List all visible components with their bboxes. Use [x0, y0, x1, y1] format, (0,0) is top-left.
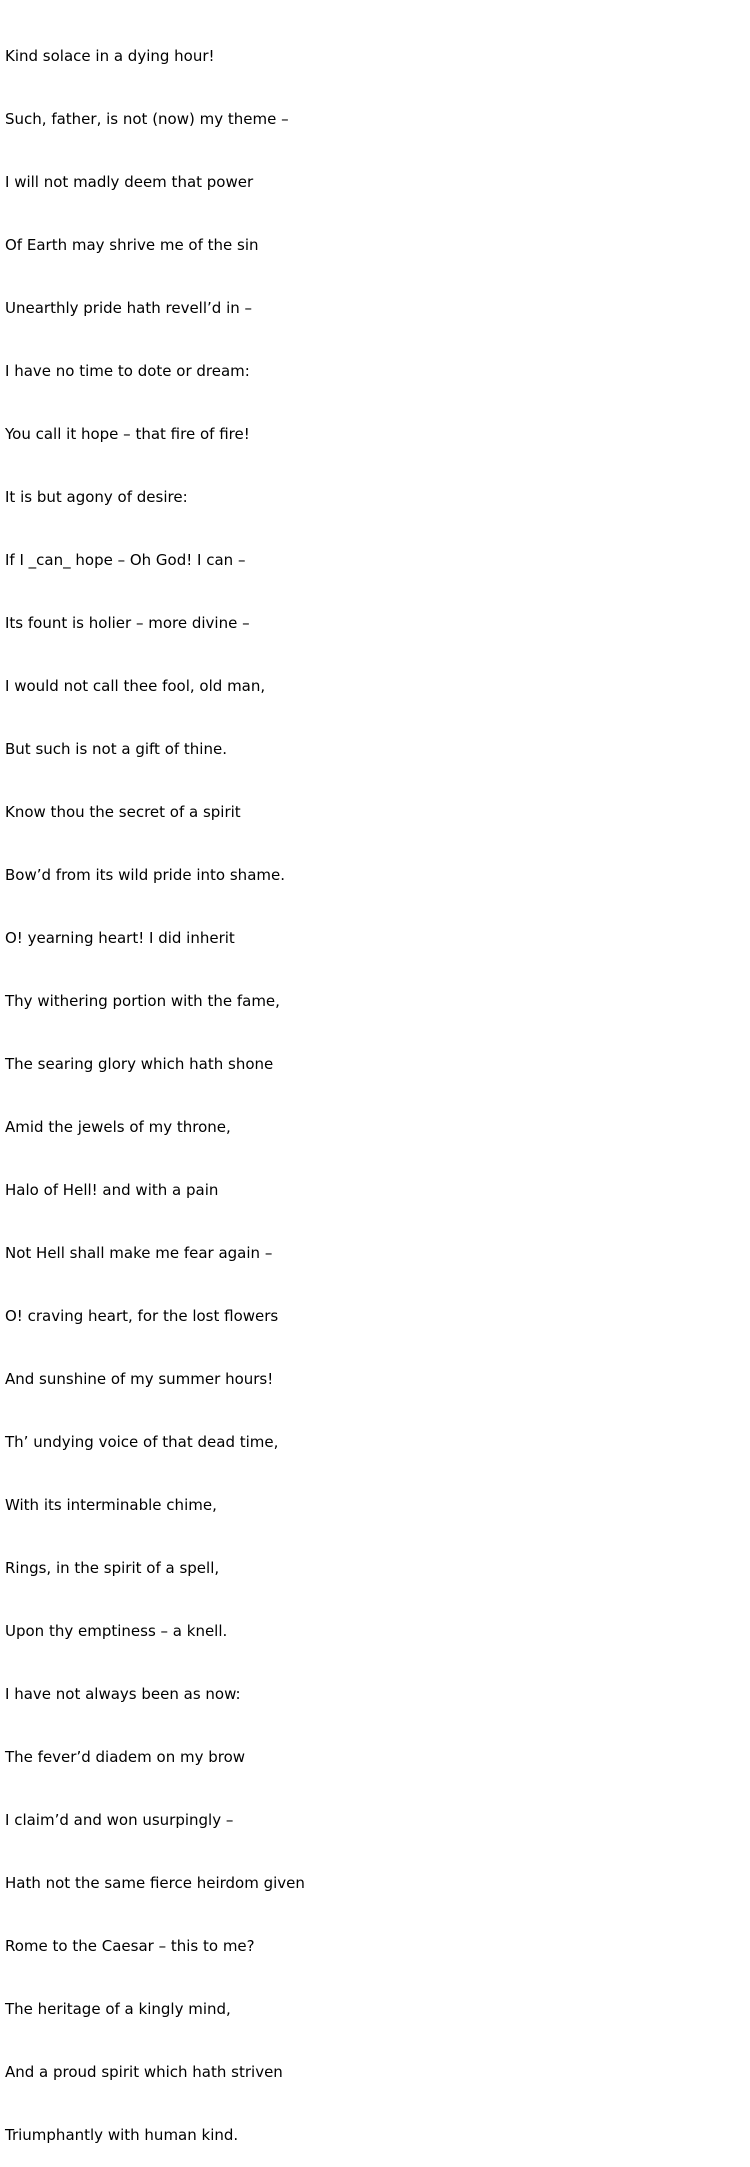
poem-line: But such is not a gift of thine. — [5, 740, 227, 758]
poem-line: If I _can_ hope – Oh God! I can – — [5, 551, 246, 569]
poem-line: Unearthly pride hath revell’d in – — [5, 299, 253, 317]
poem-line: Know thou the secret of a spirit — [5, 803, 241, 821]
poem-line: Not Hell shall make me fear again – — [5, 1244, 273, 1262]
poem-line: The heritage of a kingly mind, — [5, 2000, 231, 2018]
poem-line: Thy withering portion with the fame, — [5, 992, 280, 1010]
poem-line: Such, father, is not (now) my theme – — [5, 110, 289, 128]
poem-line: I will not madly deem that power — [5, 173, 254, 191]
poem-line: Triumphantly with human kind. — [5, 2126, 239, 2144]
poem-line: Halo of Hell! and with a pain — [5, 1181, 219, 1199]
poem-line: Hath not the same fierce heirdom given — [5, 1874, 305, 1892]
poem-line: Rings, in the spirit of a spell, — [5, 1559, 220, 1577]
poem-line: Its fount is holier – more divine – — [5, 614, 250, 632]
poem-line: It is but agony of desire: — [5, 488, 188, 506]
poem-line: Th’ undying voice of that dead time, — [5, 1433, 279, 1451]
poem-line: I have not always been as now: — [5, 1685, 241, 1703]
poem-line: I would not call thee fool, old man, — [5, 677, 266, 695]
poem-line: Bow’d from its wild pride into shame. — [5, 866, 285, 884]
poem-line: And a proud spirit which hath striven — [5, 2063, 283, 2081]
poem-line: O! craving heart, for the lost flowers — [5, 1307, 279, 1325]
poem-line: And sunshine of my summer hours! — [5, 1370, 274, 1388]
poem-line: With its interminable chime, — [5, 1496, 217, 1514]
poem-line: You call it hope – that fire of fire! — [5, 425, 250, 443]
poem-text — [5, 4, 305, 2167]
poem-line: O! yearning heart! I did inherit — [5, 929, 235, 947]
poem-line: Upon thy emptiness – a knell. — [5, 1622, 228, 1640]
poem-line: I have no time to dote or dream: — [5, 362, 250, 380]
poem-line: The fever’d diadem on my brow — [5, 1748, 246, 1766]
poem-line: I claim’d and won usurpingly – — [5, 1811, 234, 1829]
poem-line: Amid the jewels of my throne, — [5, 1118, 231, 1136]
poem-line: The searing glory which hath shone — [5, 1055, 274, 1073]
poem-line: Rome to the Caesar – this to me? — [5, 1937, 255, 1955]
poem-line: Kind solace in a dying hour! — [5, 47, 215, 65]
poem-line: Of Earth may shrive me of the sin — [5, 236, 259, 254]
